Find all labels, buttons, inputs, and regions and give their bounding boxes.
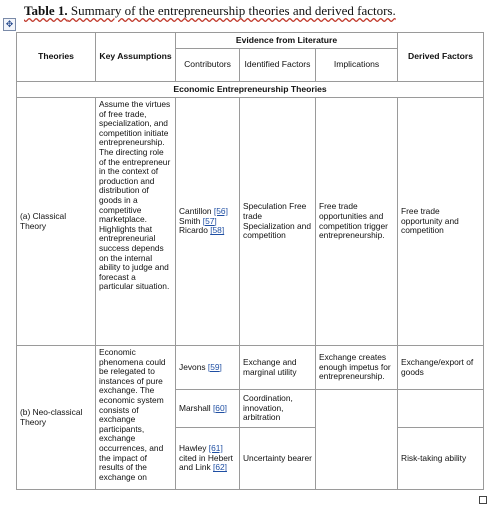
summary-table — [16, 32, 484, 490]
table-row — [17, 98, 484, 346]
header-implications: Implications — [316, 49, 398, 82]
citation-link[interactable]: [60] — [212, 402, 227, 413]
factors-marshall: Coordination, innovation, arbitration — [240, 390, 316, 428]
citation-link[interactable]: [59] — [207, 361, 222, 372]
contributor-name: Smith — [179, 215, 203, 226]
table-caption — [24, 3, 396, 19]
contributor-name: Jevons — [179, 361, 208, 372]
table-caption-number: Table 1. — [24, 3, 68, 18]
implications-jevons: Exchange creates enough impetus for entrepreneurship. — [316, 346, 398, 390]
header-derived-factors: Derived Factors — [398, 33, 484, 82]
derived-classical: Free trade opportunity and competition — [398, 98, 484, 346]
contributor-name: Cantillon — [179, 206, 214, 217]
derived-hawley: Risk-taking ability — [398, 428, 484, 490]
header-key-assumptions: Key Assumptions — [96, 33, 176, 82]
section-economic-theories: Economic Entrepreneurship Theories — [17, 82, 484, 98]
contributor-marshall — [176, 390, 240, 428]
contributor-hawley — [176, 428, 240, 490]
assumptions-neoclassical: Economic phenomena could be relegated to instances of pure exchange. The economic system consists of exchange participants, exchange occurrences, and the impact of results of the exchange on — [96, 346, 176, 490]
contributors-classical — [176, 98, 240, 346]
table-caption-text: Summary of the entrepreneurship theories and derived factors. — [67, 3, 396, 18]
contributor-jevons — [176, 346, 240, 390]
table-row — [17, 346, 484, 390]
citation-link[interactable]: [56] — [213, 206, 228, 217]
table-resize-handle[interactable] — [479, 496, 487, 504]
contributor-name: Ricardo — [179, 225, 211, 236]
theory-classical: (a) Classical Theory — [17, 98, 96, 346]
header-identified-factors: Identified Factors — [240, 49, 316, 82]
factors-hawley: Uncertainty bearer — [240, 428, 316, 490]
implications-marshall — [316, 390, 398, 490]
header-contributors: Contributors — [176, 49, 240, 82]
factors-classical: Speculation Free trade Specialization and competition — [240, 98, 316, 346]
citation-link[interactable]: [62] — [213, 462, 227, 473]
contributor-name: Marshall — [179, 402, 213, 413]
table-move-handle-icon[interactable]: ✥ — [3, 18, 16, 31]
derived-marshall — [398, 390, 484, 428]
contributor-name: Hawley — [179, 443, 209, 454]
header-theories: Theories — [17, 33, 96, 82]
implications-classical: Free trade opportunities and competition trigger entrepreneurship. — [316, 98, 398, 346]
factors-jevons: Exchange and marginal utility — [240, 346, 316, 390]
citation-link[interactable]: [58] — [210, 225, 225, 236]
contributor-name-tail: cited in Hebert and Link — [179, 452, 233, 473]
derived-jevons: Exchange/export of goods — [398, 346, 484, 390]
header-evidence: Evidence from Literature — [176, 33, 398, 49]
citation-link[interactable]: [61] — [208, 443, 223, 454]
theory-neoclassical: (b) Neo-classical Theory — [17, 346, 96, 490]
assumptions-classical: Assume the virtues of free trade, specialization, and competition initiate entrepreneurship. The directing role of the entrepreneur in the context of production and distribution of goods in a competitive marketplace. Highlights that entrepreneurial success depends on the internal ability to judge and forecast a particular situation. — [96, 98, 176, 346]
citation-link[interactable]: [57] — [202, 215, 217, 226]
